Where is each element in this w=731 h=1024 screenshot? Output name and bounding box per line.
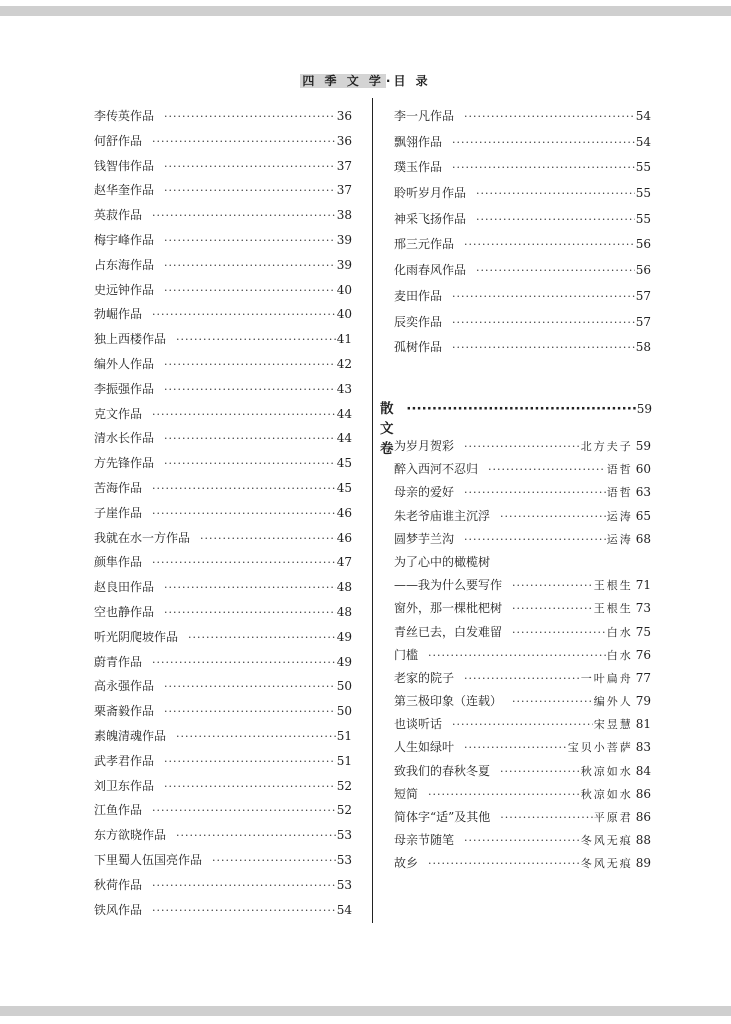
entry-page-number: 40 [336,307,352,322]
toc-entry[interactable] [394,644,651,667]
dot-leader [164,105,336,130]
entry-title: 飘翎作品 [394,134,443,149]
entry-title: 史远钟作品 [94,282,155,297]
entry-author: 编外人 [593,695,633,709]
entry-page-number: 52 [336,778,352,793]
entry-page-number: 40 [336,282,352,297]
dot-leader [152,477,336,502]
dot-leader [212,849,336,874]
entry-title: 短简 [394,786,419,801]
dot-leader [464,528,606,551]
entry-title: 素魄清魂作品 [94,728,167,743]
toc-entry[interactable] [94,302,352,327]
entry-page-number: 56 [635,237,651,252]
entry-title: 钱智伟作品 [94,158,155,173]
toc-entry[interactable] [94,674,352,699]
dot-leader [428,783,580,806]
entry-page-number: 60 [635,462,651,477]
entry-page-number: 48 [336,580,352,595]
entry-title: 故乡 [394,856,419,871]
dot-leader [164,229,336,254]
toc-entry[interactable] [94,352,352,377]
entry-title: 克文作品 [94,406,143,421]
entry-title: 朱老爷庙谁主沉浮 [394,508,491,523]
entry-title: 第三极印象（连载） [394,694,503,709]
entry-page-number: 55 [635,211,651,226]
entry-page-number: 52 [336,803,352,818]
dot-leader [512,690,593,713]
toc-entry[interactable] [94,575,352,600]
entry-page-number: 89 [635,856,651,871]
entry-page-number: 84 [635,763,651,778]
entry-page-number: 55 [635,160,651,175]
entry-author: 宋昱慧 [593,718,633,732]
dot-leader [464,667,580,690]
toc-entry[interactable] [94,600,352,625]
section-title: 散文卷 [380,401,394,457]
dot-leader [164,279,336,304]
toc-entry[interactable] [94,898,352,923]
dot-leader [152,502,336,527]
header-section-title: ·目 录 [385,74,431,88]
dot-leader [464,481,606,504]
toc-left-column [94,104,352,922]
entry-title: 母亲节随笔 [394,833,455,848]
entry-page-number: 53 [336,877,352,892]
toc-entry[interactable] [94,526,352,551]
toc-entry[interactable] [94,476,352,501]
entry-title: 清水长作品 [94,431,155,446]
toc-entry[interactable] [94,426,352,451]
entry-page-number: 42 [336,356,352,371]
entry-title: 占东海作品 [94,257,155,272]
entry-author: 语哲 [606,463,633,477]
entry-page-number: 48 [336,604,352,619]
entry-page-number: 46 [336,505,352,520]
entry-page-number: 37 [336,158,352,173]
toc-entry[interactable] [94,104,352,129]
entry-title: 孤树作品 [394,340,443,355]
entry-page-number: 65 [635,508,651,523]
toc-entry[interactable] [394,528,651,551]
toc-entry[interactable] [94,402,352,427]
toc-entry[interactable] [94,253,352,278]
entry-title: 门槛 [394,647,419,662]
entry-page-number: 50 [336,704,352,719]
entry-page-number: 49 [336,654,352,669]
entry-title: 英菽作品 [94,208,143,223]
entry-title: 武孝君作品 [94,753,155,768]
dot-leader [164,155,336,180]
entry-author: 一叶扁舟 [580,671,633,685]
entry-title: 子崖作品 [94,505,143,520]
entry-page-number: 47 [336,555,352,570]
bottom-border-bar [0,1006,731,1016]
entry-title: 秋荷作品 [94,877,143,892]
entry-page-number: 36 [336,109,352,123]
toc-entry[interactable] [394,258,651,284]
toc-entry[interactable] [394,310,651,336]
entry-page-number: 83 [635,740,651,755]
dot-leader [512,574,593,597]
entry-title: 邢三元作品 [394,237,455,252]
entry-author: 北方夫子 [580,440,633,453]
entry-title: 化雨春风作品 [394,263,467,278]
dot-leader [464,232,635,258]
toc-entry[interactable] [394,806,651,829]
entry-page-number: 46 [336,530,352,545]
entry-title: 我就在水一方作品 [94,530,191,545]
dot-leader [464,104,635,130]
entry-author: 运涛 [606,509,633,523]
dot-leader [488,458,606,481]
entry-page-number: 63 [635,485,651,500]
entry-title: 颜隼作品 [94,555,143,570]
toc-entry[interactable] [94,178,352,203]
entry-author: 王根生 [593,602,633,616]
entry-title: 也谈听话 [394,717,443,732]
dot-leader [164,675,336,700]
entry-author: 平原君 [593,811,633,824]
entry-title: 麦田作品 [394,288,443,303]
entry-title: 赵良田作品 [94,580,155,595]
header-journal-title: 四 季 文 学 [302,74,384,88]
toc-prose-list [394,435,651,876]
entry-title: 高永强作品 [94,679,155,694]
entry-author: 白水 [606,625,633,639]
entry-author: 白水 [606,648,633,662]
entry-page-number: 49 [336,629,352,644]
toc-entry[interactable] [394,574,651,597]
dot-leader [176,824,336,849]
entry-page-number: 57 [635,314,651,329]
toc-entry[interactable] [94,550,352,575]
entry-author: 冬风无痕 [580,857,633,871]
entry-page-number: 45 [336,480,352,495]
entry-page-number: 56 [635,263,651,278]
dot-leader [452,155,635,181]
entry-title: 致我们的春秋冬夏 [394,763,491,778]
toc-entry[interactable] [394,232,651,258]
entry-title: 空也静作品 [94,604,155,619]
toc-entry[interactable] [394,104,651,130]
entry-title: 青丝已去，白发难留 [394,624,503,639]
toc-entry[interactable] [94,724,352,749]
dot-leader [452,713,593,736]
entry-title: 为岁月贺彩 [394,439,455,453]
entry-title: 醉入西河不忍归 [394,462,479,477]
toc-entry[interactable] [94,699,352,724]
entry-title: 梅宇峰作品 [94,232,155,247]
toc-entry[interactable] [394,852,651,875]
entry-title: 神采飞扬作品 [394,211,467,226]
column-divider [372,98,373,923]
entry-title: 李振强作品 [94,381,155,396]
entry-page-number: 71 [635,578,651,593]
dot-leader [500,806,592,829]
toc-entry[interactable] [394,284,651,310]
entry-title: 李一凡作品 [394,109,455,123]
toc-entry[interactable] [394,130,651,156]
page-header [0,72,731,89]
dot-leader [164,601,336,626]
entry-author: 秋凉如水 [580,787,633,801]
dot-leader [464,829,580,852]
entry-page-number: 50 [336,679,352,694]
top-border-bar [0,6,731,16]
toc-entry[interactable] [94,377,352,402]
section-page-number: 59 [636,402,652,416]
toc-entry[interactable] [394,335,651,361]
entry-title: 李传英作品 [94,109,155,123]
dot-leader [406,401,637,417]
entry-title: 聆听岁月作品 [394,186,467,201]
toc-entry[interactable] [394,667,651,690]
dot-leader [164,254,336,279]
dot-leader [164,353,336,378]
entry-author: 运涛 [606,532,633,546]
dot-leader [152,899,336,924]
toc-right-column [394,104,651,361]
toc-entry[interactable] [94,228,352,253]
entry-page-number: 37 [336,183,352,198]
entry-page-number: 88 [635,833,651,848]
toc-entry[interactable] [394,435,651,458]
entry-page-number: 44 [336,431,352,446]
entry-page-number: 54 [336,902,352,917]
dot-leader [200,527,336,552]
toc-entry[interactable] [394,760,651,783]
entry-title: 铁风作品 [94,902,143,917]
toc-entry[interactable] [94,625,352,650]
entry-page-number: 53 [336,852,352,867]
toc-entry[interactable] [394,621,651,644]
entry-page-number: 54 [635,109,651,123]
entry-author: 宝贝小菩萨 [567,741,633,755]
entry-page-number: 55 [635,186,651,201]
toc-entry[interactable] [394,181,651,207]
dot-leader [152,799,336,824]
dot-leader [152,303,336,328]
entry-page-number: 77 [635,670,651,685]
dot-leader [164,750,336,775]
entry-page-number: 45 [336,456,352,471]
dot-leader [452,310,635,336]
toc-entry[interactable] [94,749,352,774]
entry-title: 编外人作品 [94,356,155,371]
entry-title: 璞玉作品 [394,160,443,175]
entry-page-number: 53 [336,828,352,843]
entry-page-number: 39 [336,257,352,272]
entry-page-number: 41 [336,332,352,347]
dot-leader [164,179,336,204]
dot-leader [164,700,336,725]
toc-entry[interactable] [394,207,651,233]
dot-leader [176,725,336,750]
toc-entry[interactable] [94,873,352,898]
toc-entry[interactable] [394,829,651,852]
entry-page-number: 58 [635,340,651,355]
entry-title: 勃崛作品 [94,307,143,322]
dot-leader [164,775,336,800]
toc-entry[interactable] [94,154,352,179]
entry-page-number: 44 [336,406,352,421]
entry-title: 苦海作品 [94,480,143,495]
dot-leader [164,427,336,452]
entry-title: 刘卫东作品 [94,778,155,793]
toc-entry[interactable] [394,551,651,574]
entry-author: 秋凉如水 [580,764,633,778]
toc-entry[interactable] [394,736,651,759]
toc-entry[interactable] [94,823,352,848]
entry-title: 为了心中的橄榄树 [394,554,491,569]
entry-page-number: 43 [336,381,352,396]
dot-leader [476,181,635,207]
entry-author: 冬风无痕 [580,834,633,848]
entry-title: 方先锋作品 [94,456,155,471]
dot-leader [452,335,635,361]
entry-title: 赵华奎作品 [94,183,155,198]
toc-entry[interactable] [94,798,352,823]
entry-page-number: 36 [336,133,352,148]
dot-leader [452,284,635,310]
toc-entry[interactable] [394,458,651,481]
entry-page-number: 38 [336,208,352,223]
dot-leader [164,576,336,601]
dot-leader [428,644,606,667]
dot-leader [152,651,336,676]
dot-leader [500,760,580,783]
dot-leader [164,378,336,403]
dot-leader [188,626,336,651]
entry-title: 窗外，那一棵枇杷树 [394,601,503,616]
toc-entry[interactable] [394,505,651,528]
entry-author: 王根生 [593,579,633,593]
toc-entry[interactable] [394,155,651,181]
entry-title: 下里蜀人伍国亮作品 [94,852,203,867]
entry-page-number: 73 [635,601,651,616]
toc-entry[interactable] [94,278,352,303]
toc-entry[interactable] [94,129,352,154]
toc-entry[interactable] [94,203,352,228]
toc-entry[interactable] [94,774,352,799]
dot-leader [428,852,580,875]
dot-leader [152,130,336,155]
entry-page-number: 54 [635,134,651,149]
toc-entry[interactable] [94,650,352,675]
entry-page-number: 81 [635,717,651,732]
entry-page-number: 59 [635,439,651,453]
dot-leader [464,736,567,759]
dot-leader [152,403,336,428]
entry-author: 语哲 [606,486,633,500]
entry-title: 辰奕作品 [394,314,443,329]
dot-leader [512,597,593,620]
entry-title: 老家的院子 [394,670,455,685]
dot-leader [500,505,606,528]
entry-page-number: 75 [635,624,651,639]
toc-entry[interactable] [94,451,352,476]
entry-title: 栗斋毅作品 [94,704,155,719]
dot-leader [164,452,336,477]
entry-page-number: 57 [635,288,651,303]
dot-leader [152,204,336,229]
entry-title: 独上西楼作品 [94,332,167,347]
dot-leader [476,258,635,284]
entry-title: 江鱼作品 [94,803,143,818]
toc-entry[interactable] [94,327,352,352]
dot-leader [464,435,580,458]
toc-entry[interactable] [94,501,352,526]
dot-leader [152,551,336,576]
entry-page-number: 39 [336,232,352,247]
entry-title: 何舒作品 [94,133,143,148]
entry-title: 母亲的爱好 [394,485,455,500]
entry-title: 东方欲晓作品 [94,828,167,843]
entry-title: 简体字“适”及其他 [394,810,491,824]
entry-page-number: 86 [635,810,651,824]
entry-page-number: 51 [336,728,352,743]
dot-leader [152,874,336,899]
entry-title: 人生如绿叶 [394,740,455,755]
entry-page-number: 79 [635,694,651,709]
toc-entry[interactable] [94,848,352,873]
dot-leader [176,328,336,353]
entry-page-number: 76 [635,647,651,662]
toc-entry[interactable] [394,713,651,736]
entry-page-number: 86 [635,786,651,801]
entry-title: 听光阴爬坡作品 [94,629,179,644]
entry-title: 圆梦芋兰沟 [394,531,455,546]
dot-leader [452,130,635,156]
dot-leader [476,207,635,233]
toc-entry[interactable] [394,597,651,620]
dot-leader [512,621,606,644]
toc-entry[interactable] [394,690,651,713]
toc-entry[interactable] [394,481,651,504]
entry-page-number: 51 [336,753,352,768]
entry-page-number: 68 [635,531,651,546]
toc-entry[interactable] [394,783,651,806]
entry-title: ——我为什么要写作 [394,578,503,593]
entry-title: 蔚青作品 [94,654,143,669]
